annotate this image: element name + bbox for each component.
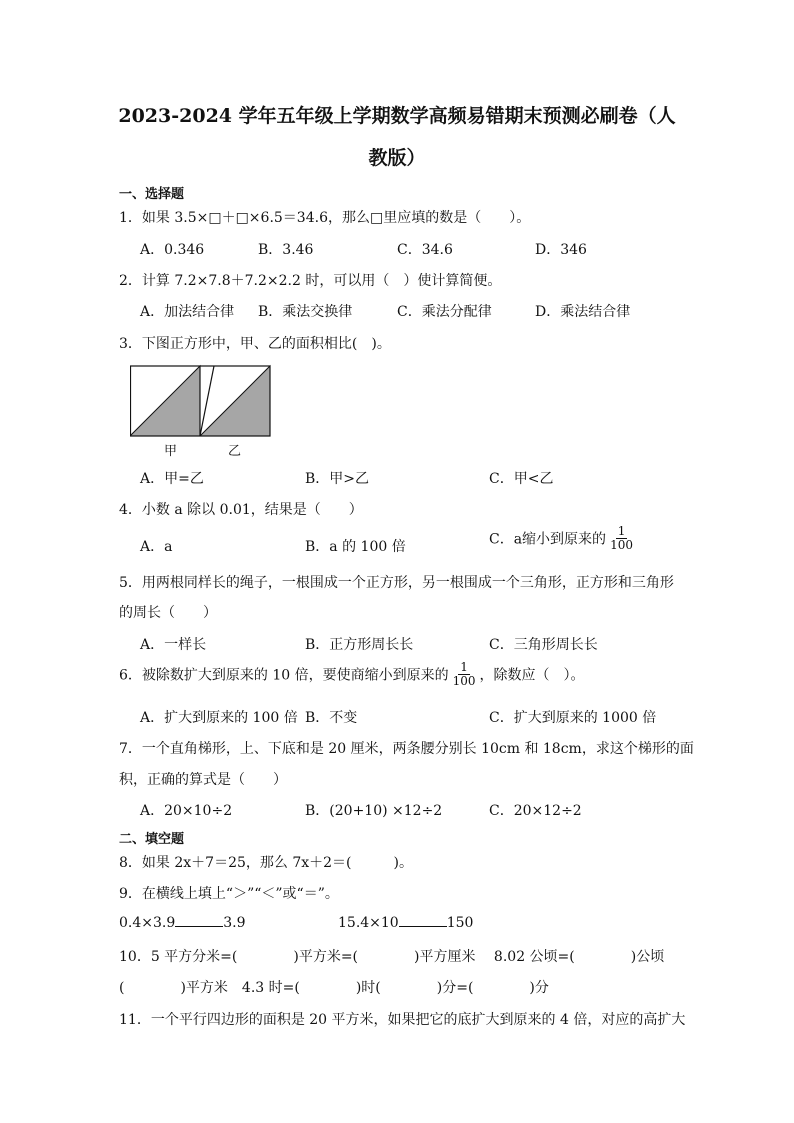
question-3-option-b: B．甲>乙: [305, 471, 370, 487]
question-5-option-a: A．一样长: [140, 637, 207, 653]
fraction-numerator: 1: [460, 660, 468, 674]
question-6-option-b: B．不变: [305, 710, 358, 726]
section-heading-fill: 二、填空题: [119, 832, 185, 847]
question-2-option-d: D．乘法结合律: [535, 304, 631, 320]
question-1-stem: 1．如果 3.5×□＋□×6.5＝34.6，那么□里应填的数是（ ）。: [119, 210, 531, 226]
compare-b-left: 15.4×10: [338, 915, 399, 931]
question-3-stem: 3．下图正方形中，甲、乙的面积相比( )。: [119, 336, 391, 352]
question-2-stem: 2．计算 7.2×7.8＋7.2×2.2 时，可以用（ ）使计算简便。: [119, 273, 502, 289]
question-9-compare-b: [338, 914, 473, 931]
answer-blank[interactable]: [399, 914, 447, 927]
fraction-one-hundredth: [608, 525, 635, 552]
question-5-option-b: B．正方形周长长: [305, 637, 414, 653]
compare-b-right: 150: [446, 915, 474, 931]
question-1-option-b: B．3.46: [258, 242, 314, 258]
question-2-option-b: B．乘法交换律: [258, 304, 353, 320]
question-5-option-c: C．三角形周长长: [489, 637, 598, 653]
answer-blank[interactable]: [175, 914, 223, 927]
question-1-option-d: D．346: [535, 242, 587, 258]
question-7-option-c: C．20×12÷2: [489, 803, 582, 819]
question-6-option-c: C．扩大到原来的 1000 倍: [489, 710, 657, 726]
question-4-option-a: A．a: [140, 539, 173, 555]
question-11-stem: 11．一个平行四边形的面积是 20 平方米，如果把它的底扩大到原来的 4 倍，对应的高扩大: [119, 1012, 686, 1028]
question-5-stem-line-2: 的周长（ ）: [119, 605, 217, 621]
section-heading-choice: 一、选择题: [119, 187, 185, 202]
question-9-stem: 9．在横线上填上“＞”“＜”或“＝”。: [119, 886, 339, 902]
question-5-stem-line-1: 5．用两根同样长的绳子，一根围成一个正方形，另一根围成一个三角形，正方形和三角形: [119, 575, 674, 591]
figure-label-jia: 甲: [164, 444, 178, 459]
question-6-option-a: A．扩大到原来的 100 倍: [140, 710, 298, 726]
fraction-numerator: 1: [617, 524, 626, 538]
fraction-denominator: 100: [452, 674, 476, 688]
question-6-stem-pre: 6．被除数扩大到原来的 10 倍，要使商缩小到原来的: [119, 667, 449, 684]
question-4-option-c: [489, 525, 637, 552]
question-7-option-b: B．(20+10) ×12÷2: [305, 803, 443, 819]
question-4-option-b: B．a 的 100 倍: [305, 539, 406, 555]
question-7-stem-line-1: 7．一个直角梯形，上、下底和是 20 厘米，两条腰分别长 10cm 和 18cm，求这个梯形的面: [119, 741, 694, 757]
question-4-option-c-text: C．a缩小到原来的: [489, 531, 607, 548]
compare-a-right: 3.9: [223, 915, 246, 931]
question-3-option-a: A．甲=乙: [140, 471, 204, 487]
question-1-option-c: C．34.6: [397, 242, 453, 258]
page-title-line-2: 教版）: [368, 147, 426, 169]
question-6-stem-post: ，除数应（ ）。: [479, 667, 585, 684]
question-2-option-a: A．加法结合律: [140, 304, 235, 320]
triangle-jia: [130, 366, 200, 436]
question-8-stem: 8．如果 2x＋7＝25，那么 7x＋2＝( )。: [119, 855, 413, 871]
question-1-option-a: A．0.346: [140, 242, 205, 258]
figure-label-yi: 乙: [228, 444, 242, 459]
page-title-line-1: 2023-2024 学年五年级上学期数学高频易错期末预测必刷卷（人: [118, 105, 676, 127]
question-7-option-a: A．20×10÷2: [140, 803, 233, 819]
question-6-stem: [119, 661, 585, 688]
question-7-stem-line-2: 积，正确的算式是（ ）: [119, 772, 287, 788]
triangle-yi: [200, 366, 270, 436]
compare-a-left: 0.4×3.9: [119, 915, 176, 931]
question-4-stem: 4．小数 a 除以 0.01，结果是（ ）: [119, 502, 363, 518]
question-9-compare-a: [119, 914, 246, 931]
question-3-option-c: C．甲<乙: [489, 471, 554, 487]
question-10-line-2: ( )平方米 4.3 时=( )时( )分=( )分: [119, 980, 549, 996]
question-10-line-1: 10．5 平方分米=( )平方米=( )平方厘米 8.02 公顷=( )公顷: [119, 949, 665, 965]
question-2-option-c: C．乘法分配律: [397, 304, 492, 320]
fraction-one-hundredth: [451, 661, 478, 688]
fraction-denominator: 100: [610, 538, 633, 552]
question-3-square-figure: [130, 364, 272, 442]
